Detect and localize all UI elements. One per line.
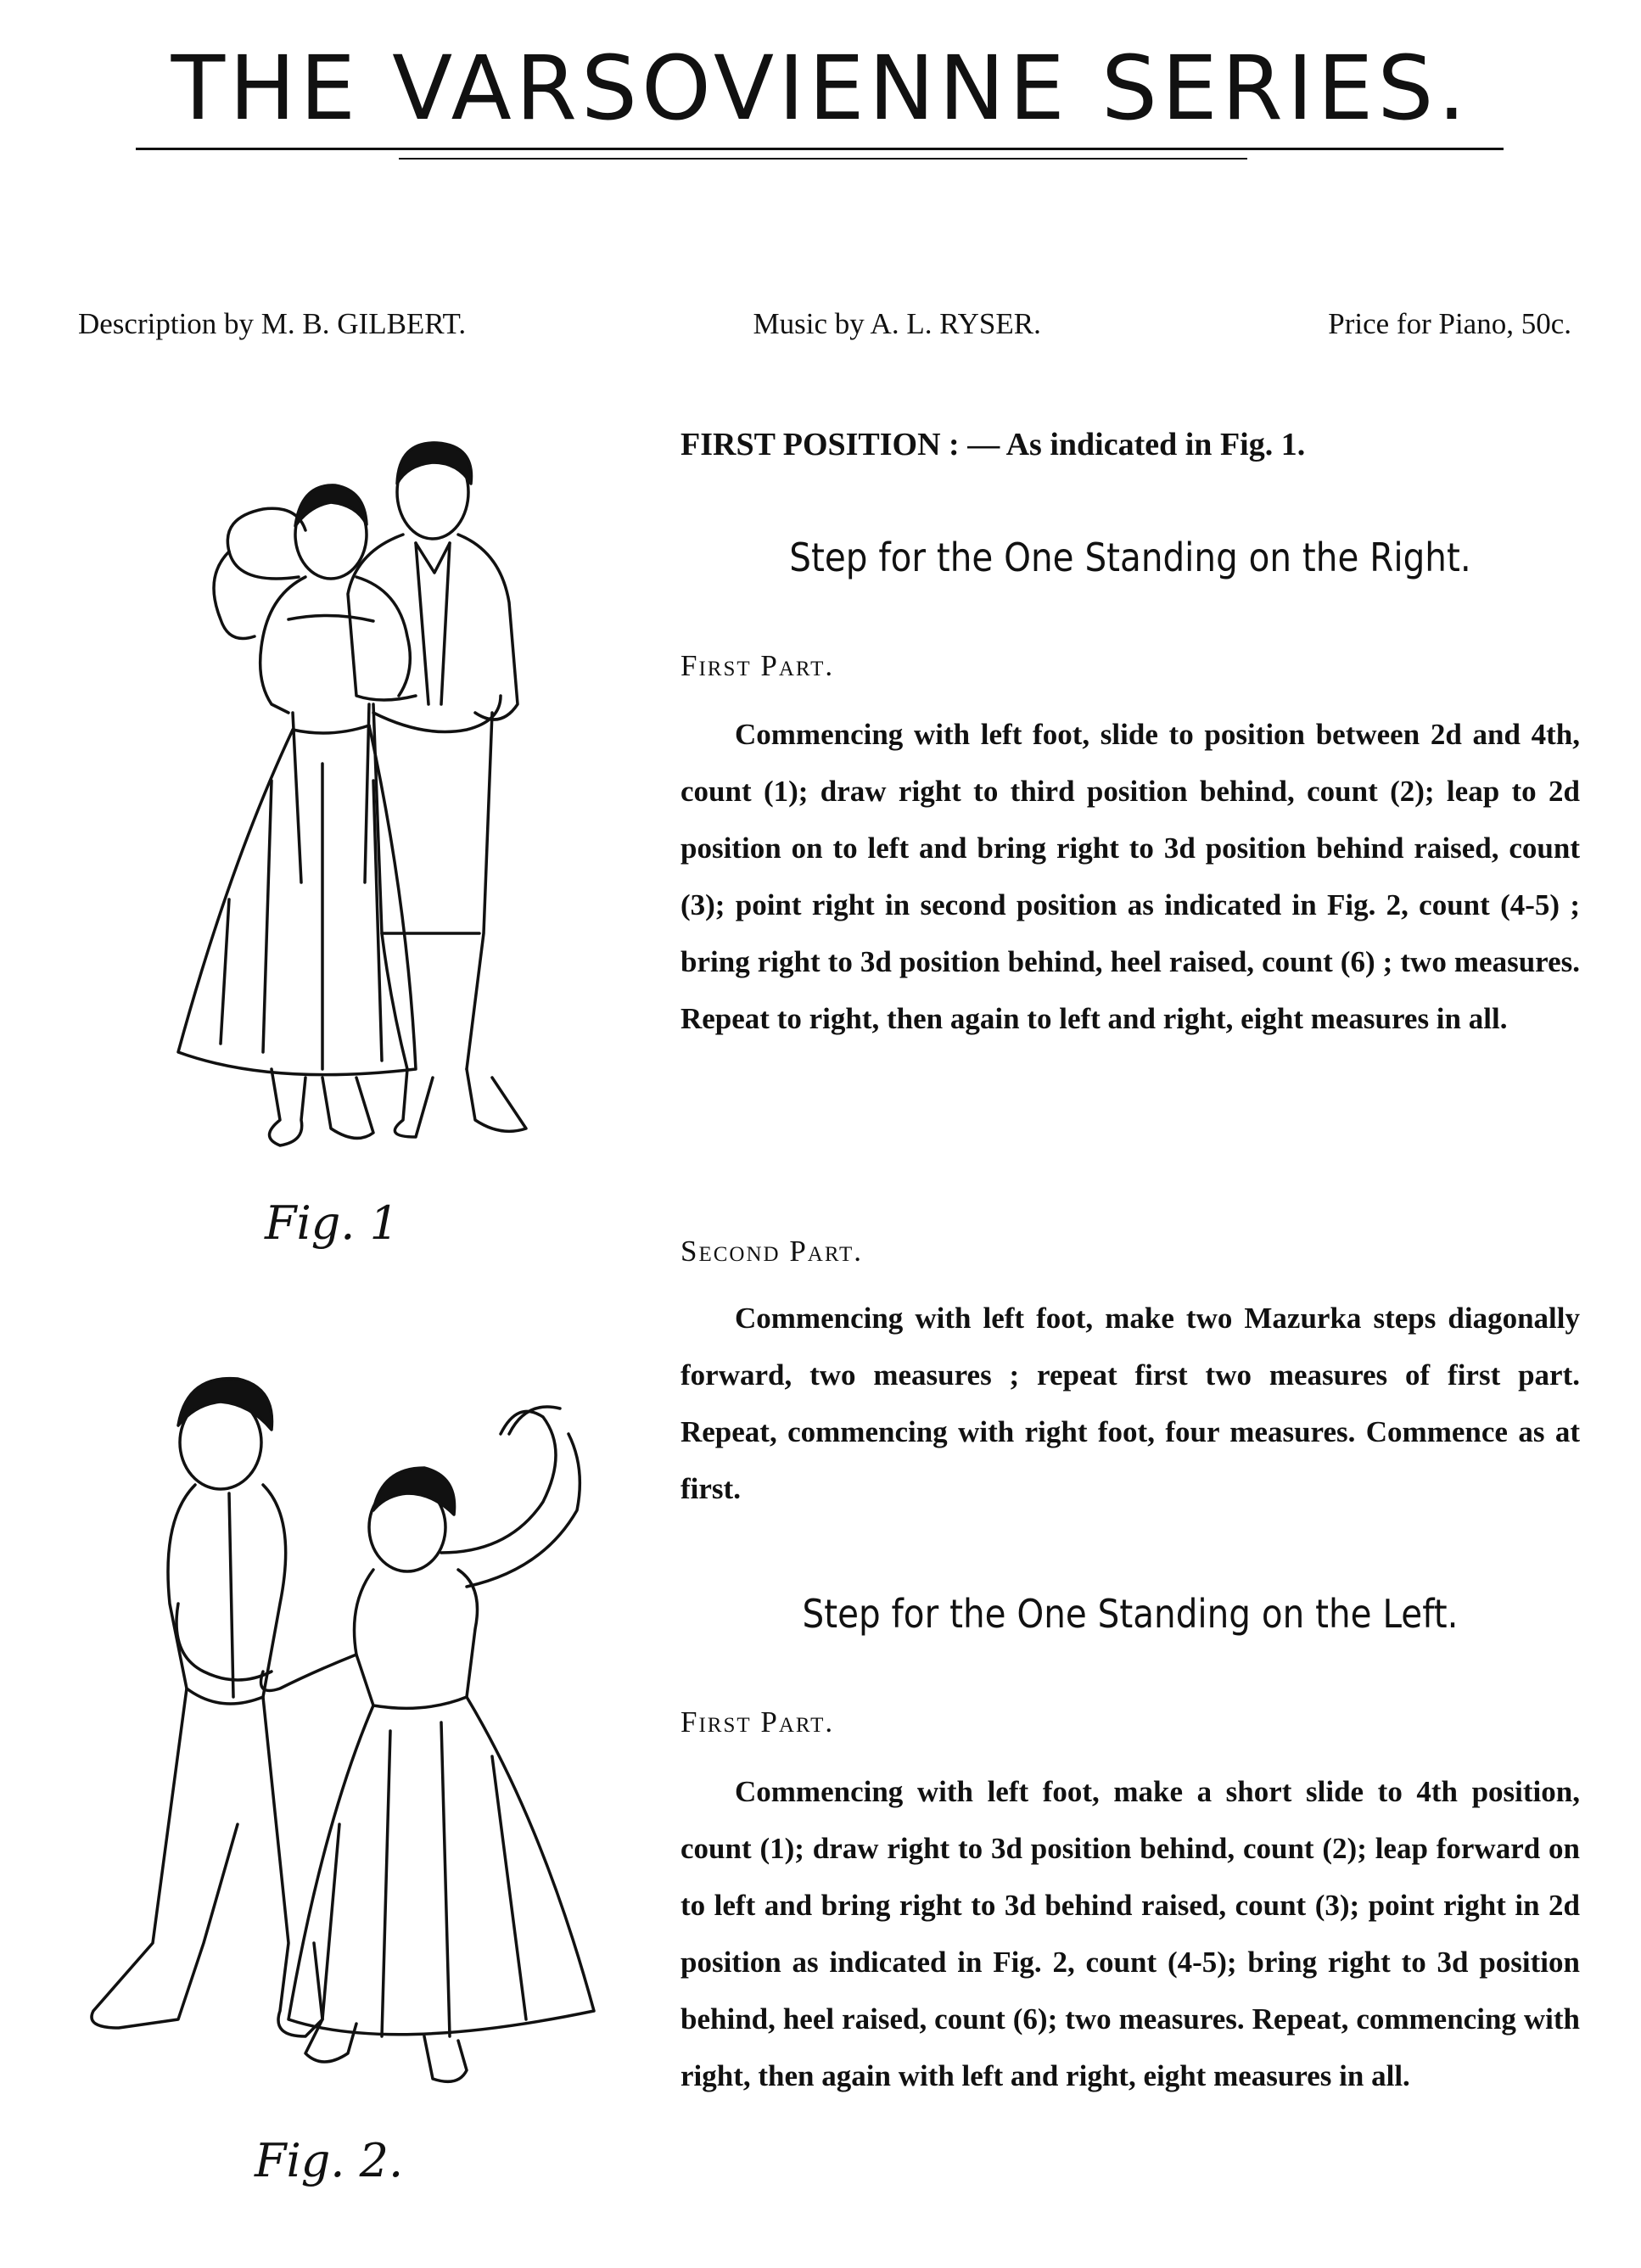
- right-second-part-text: Commencing with left foot, make two Mazurka steps diagonally forward, two measures ; repeat first two measures of first part. Repeat, commencing with right foot, four measures. Commence as at first.: [680, 1302, 1580, 1505]
- right-first-part-text: Commencing with left foot, slide to position between 2d and 4th, count (1); draw right to third position behind, count (2); leap to 2d position on to left and bring right to 3d position behind raised, count (3); point right in second position as indicated in Fig. 2, count (4-5) ; bring right to 3d position behind, heel raised, count (6) ; two measures. Repeat to right, then again to left and right, eight measures in all.: [680, 718, 1580, 1035]
- right-first-part-label: First Part.: [680, 649, 835, 682]
- figure-2-illustration: [68, 1349, 645, 2155]
- music-credit: Music by A. L. RYSER.: [753, 307, 1041, 340]
- left-first-part-text: Commencing with left foot, make a short slide to 4th position, count (1); draw right to 3d position behind, count (2); leap forward on to left and bring right to 3d behind raised, count (3); point right in 2d position as indicated in Fig. 2, count (4-5); bring right to 3d position behind, heel raised, count (6); two measures. Repeat, commencing with right, then again with left and right, eight measures in all.: [680, 1775, 1580, 2092]
- left-first-part-label: First Part.: [680, 1705, 835, 1739]
- right-step-heading: Step for the One Standing on the Right.: [789, 535, 1471, 580]
- credits-line: [78, 307, 1571, 341]
- right-second-part-label: Second Part.: [680, 1235, 864, 1268]
- price-credit: Price for Piano, 50c.: [1328, 307, 1571, 340]
- figure-1-label: Fig. 1: [265, 1196, 399, 1250]
- title-rule-lower: [399, 158, 1247, 160]
- page-title: THE VARSOVIENNE SERIES.: [171, 36, 1470, 140]
- first-position-line: FIRST POSITION : — As indicated in Fig. 1.: [680, 427, 1306, 462]
- title-rule-upper: [136, 148, 1504, 150]
- figure-1-illustration: [102, 424, 611, 1188]
- left-step-heading: Step for the One Standing on the Left.: [802, 1591, 1459, 1637]
- description-credit: Description by M. B. GILBERT.: [78, 307, 467, 340]
- figure-2-label: Fig. 2.: [255, 2134, 404, 2187]
